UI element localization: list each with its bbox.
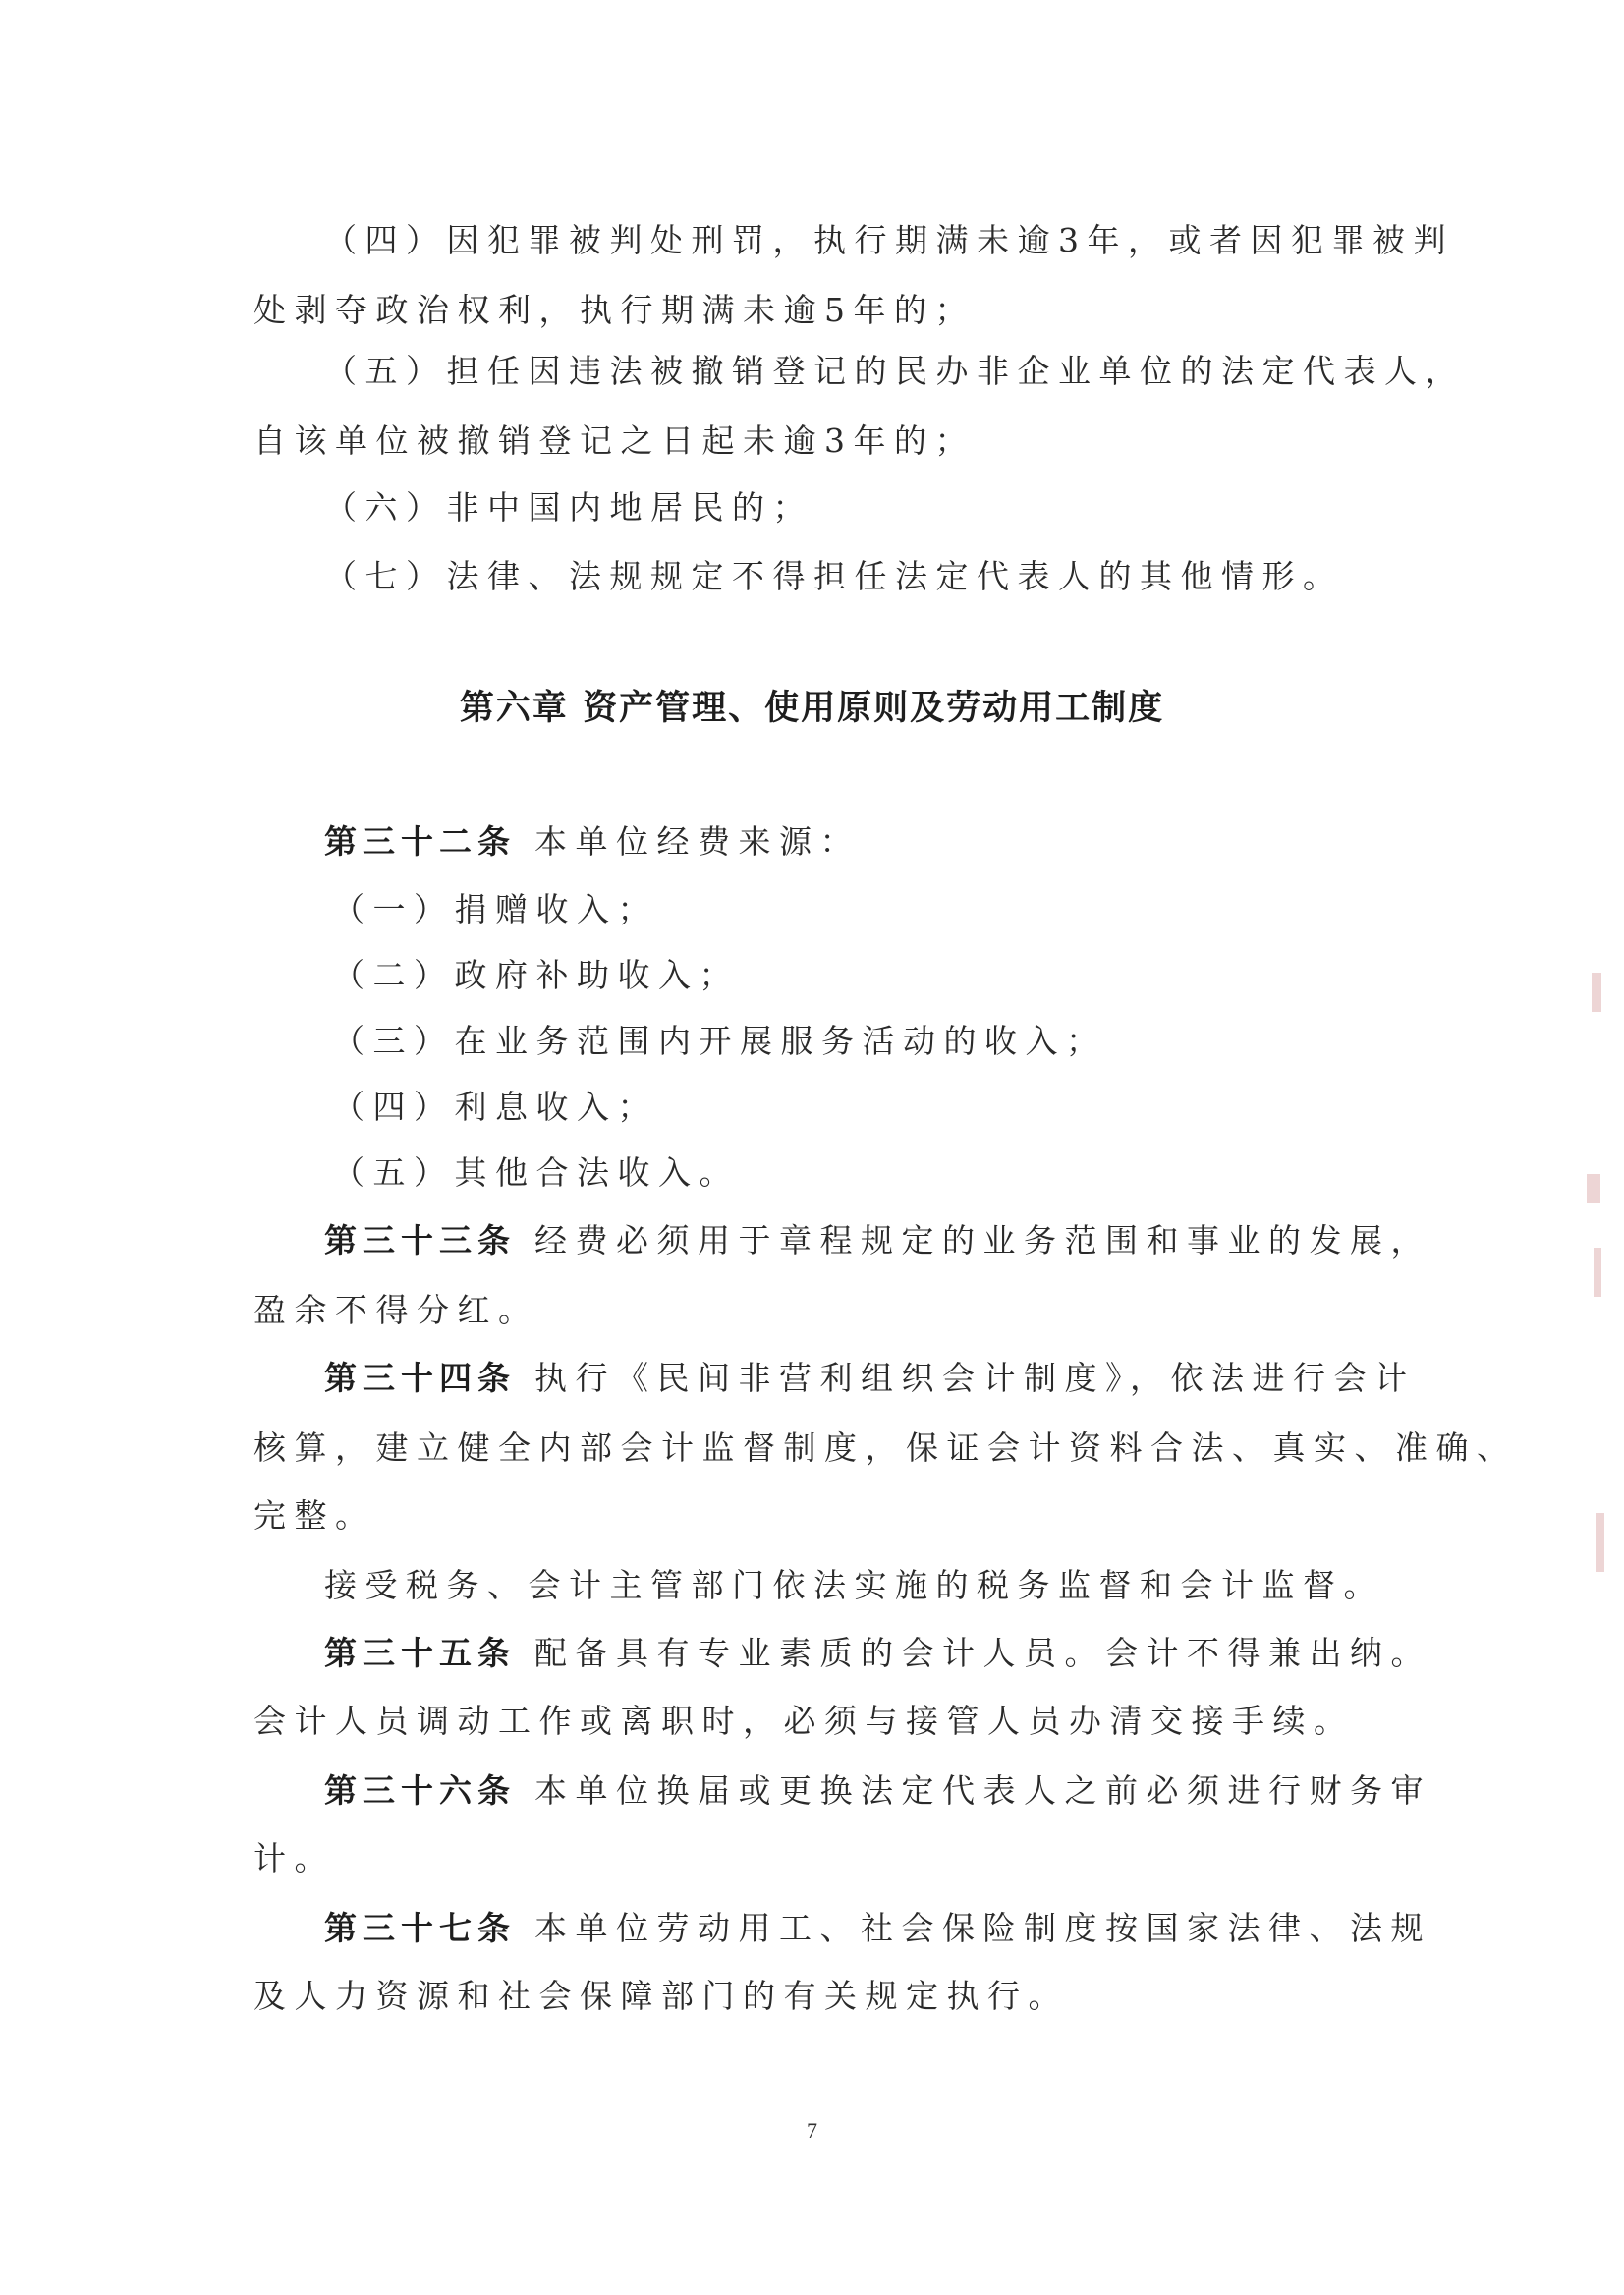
article-label: 第三十七条 (324, 1909, 516, 1947)
list-item: （五）担任因违法被撤销登记的民办非企业单位的法定代表人， (324, 352, 1466, 390)
article-label: 第三十六条 (324, 1771, 516, 1810)
list-item: （二）政府补助收入； (332, 956, 740, 994)
list-item: （一）捐赠收入； (332, 890, 658, 928)
list-item: （五）其他合法收入。 (332, 1153, 740, 1192)
scan-mark (1596, 1513, 1604, 1572)
list-item: （四）利息收入； (332, 1088, 658, 1126)
article-text: 本单位劳动用工、社会保险制度按国家法律、法规 (534, 1909, 1431, 1947)
article-33 (324, 1216, 1454, 1265)
article-text: 配备具有专业素质的会计人员。会计不得兼出纳。 (534, 1634, 1431, 1672)
list-item: （三）在业务范围内开展服务活动的收入； (332, 1022, 1107, 1060)
chapter-title: 第六章 资产管理、使用原则及劳动用工制度 (459, 689, 1165, 728)
article-paragraph: 接受税务、会计主管部门依法实施的税务监督和会计监督。 (324, 1566, 1384, 1604)
scan-mark (1594, 1248, 1601, 1297)
article-34 (324, 1354, 1454, 1403)
article-text: 经费必须用于章程规定的业务范围和事业的发展， (534, 1221, 1431, 1259)
article-continuation: 盈余不得分红。 (253, 1291, 539, 1329)
article-37 (324, 1904, 1454, 1953)
article-continuation: 完整。 (253, 1496, 376, 1535)
article-text: 本单位经费来源： (534, 822, 861, 861)
article-label: 第三十五条 (324, 1634, 516, 1672)
article-label: 第三十三条 (324, 1221, 516, 1259)
scan-mark (1587, 1174, 1600, 1203)
scan-mark (1592, 973, 1601, 1012)
list-item-continuation: 自该单位被撤销登记之日起未逾3年的； (253, 421, 976, 460)
article-continuation: 核算，建立健全内部会计监督制度，保证会计资料合法、真实、准确、 (253, 1428, 1518, 1467)
article-continuation: 计。 (253, 1839, 335, 1877)
page-number: 7 (807, 2118, 817, 2143)
list-item: （六）非中国内地居民的； (324, 488, 813, 527)
list-item: （四）因犯罪被判处刑罚，执行期满未逾3年，或者因犯罪被判 (324, 221, 1454, 259)
article-label: 第三十二条 (324, 822, 516, 861)
article-36 (324, 1766, 1454, 1816)
article-32 (324, 817, 1454, 867)
article-35 (324, 1629, 1454, 1678)
article-text: 执行《民间非营利组织会计制度》，依法进行会计 (534, 1359, 1416, 1397)
article-continuation: 会计人员调动工作或离职时，必须与接管人员办清交接手续。 (253, 1702, 1355, 1740)
article-continuation: 及人力资源和社会保障部门的有关规定执行。 (253, 1977, 1069, 2015)
list-item: （七）法律、法规规定不得担任法定代表人的其他情形。 (324, 557, 1344, 595)
list-item-continuation: 处剥夺政治权利，执行期满未逾5年的； (253, 291, 976, 329)
article-text: 本单位换届或更换法定代表人之前必须进行财务审 (534, 1771, 1431, 1810)
article-label: 第三十四条 (324, 1359, 516, 1397)
